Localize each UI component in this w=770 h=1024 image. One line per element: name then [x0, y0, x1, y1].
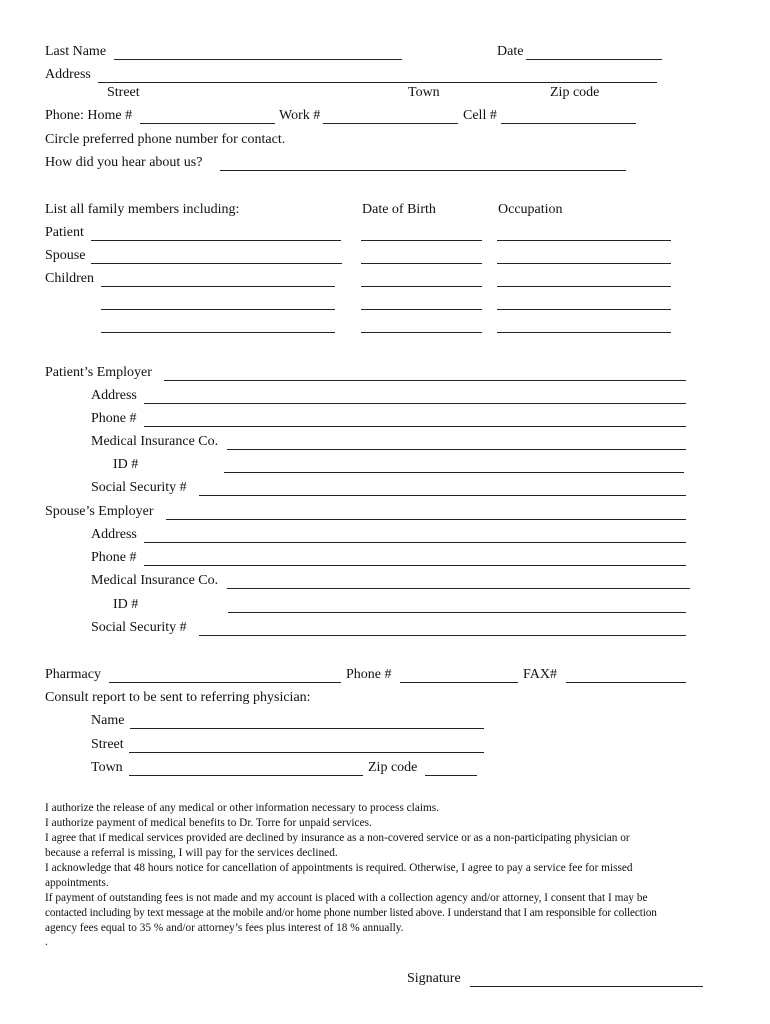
consult-heading: Consult report to be sent to referring physician: [45, 690, 311, 705]
referral-source-label: How did you hear about us? [45, 155, 203, 170]
disclaimer-line: I authorize the release of any medical or other information necessary to process claims. [45, 802, 439, 814]
disclaimer-line: agency fees equal to 35 % and/or attorney’s fees plus interest of 18 % annually. [45, 922, 404, 934]
consult-street-field[interactable] [129, 752, 484, 753]
patient-employer-field[interactable] [164, 380, 686, 381]
pharmacy-phone-field[interactable] [400, 682, 518, 683]
patient-ssn-label: Social Security # [91, 480, 187, 495]
pharmacy-fax-field[interactable] [566, 682, 686, 683]
town-sublabel: Town [408, 85, 440, 100]
pharmacy-fax-label: FAX# [523, 667, 557, 682]
consult-town-label: Town [91, 760, 123, 775]
disclaimer-line: contacted including by text message at the mobile and/or home phone number listed above. I understand that I am responsible for collection [45, 907, 657, 919]
spouse-occupation-field[interactable] [497, 263, 671, 264]
patient-employer-address-field[interactable] [144, 403, 686, 404]
signature-field[interactable] [470, 986, 703, 987]
patient-dob-field[interactable] [361, 240, 482, 241]
spouse-name-field[interactable] [91, 263, 342, 264]
phone-home-field[interactable] [140, 123, 275, 124]
disclaimer-line: . [45, 936, 48, 948]
consult-name-field[interactable] [130, 728, 484, 729]
child-1-name-field[interactable] [101, 286, 335, 287]
spouse-ssn-label: Social Security # [91, 620, 187, 635]
date-field[interactable] [526, 59, 662, 60]
spouse-employer-label: Spouse’s Employer [45, 504, 154, 519]
zip-sublabel: Zip code [550, 85, 600, 100]
children-label: Children [45, 271, 94, 286]
patient-insurance-field[interactable] [227, 449, 686, 450]
disclaimer-line: If payment of outstanding fees is not made and my account is placed with a collection agency and/or attorney, I consent that I may be [45, 892, 648, 904]
patient-occupation-field[interactable] [497, 240, 671, 241]
phone-home-label: Phone: Home # [45, 108, 133, 123]
consult-street-label: Street [91, 737, 124, 752]
spouse-insurance-id-label: ID # [113, 597, 139, 612]
patient-insurance-id-field[interactable] [224, 472, 684, 473]
pharmacy-label: Pharmacy [45, 667, 101, 682]
cell-phone-field[interactable] [501, 123, 636, 124]
spouse-dob-field[interactable] [361, 263, 482, 264]
consult-zip-field[interactable] [425, 775, 477, 776]
patient-employer-phone-field[interactable] [144, 426, 686, 427]
occupation-column-header: Occupation [498, 202, 563, 217]
spouse-insurance-label: Medical Insurance Co. [91, 573, 219, 588]
spouse-ssn-field[interactable] [199, 635, 686, 636]
address-field[interactable] [98, 82, 657, 83]
consult-zip-label: Zip code [368, 760, 418, 775]
spouse-employer-address-label: Address [91, 527, 137, 542]
spouse-employer-address-field[interactable] [144, 542, 686, 543]
child-2-dob-field[interactable] [361, 309, 482, 310]
consult-town-field[interactable] [129, 775, 363, 776]
child-2-name-field[interactable] [101, 309, 335, 310]
spouse-employer-phone-label: Phone # [91, 550, 137, 565]
pharmacy-field[interactable] [109, 682, 341, 683]
spouse-label: Spouse [45, 248, 86, 263]
child-1-dob-field[interactable] [361, 286, 482, 287]
last-name-label: Last Name [45, 44, 107, 59]
signature-label: Signature [407, 971, 461, 986]
address-label: Address [45, 67, 91, 82]
pharmacy-phone-label: Phone # [346, 667, 392, 682]
work-phone-field[interactable] [323, 123, 458, 124]
consult-name-label: Name [91, 713, 125, 728]
street-sublabel: Street [107, 85, 140, 100]
disclaimer-line: appointments. [45, 877, 109, 889]
patient-employer-address-label: Address [91, 388, 137, 403]
patient-name-field[interactable] [91, 240, 341, 241]
disclaimer-line: I agree that if medical services provided are declined by insurance as a non-covered service or as a non-participating physician or [45, 832, 630, 844]
patient-insurance-label: Medical Insurance Co. [91, 434, 219, 449]
child-1-occupation-field[interactable] [497, 286, 671, 287]
patient-employer-label: Patient’s Employer [45, 365, 152, 380]
patient-ssn-field[interactable] [199, 495, 686, 496]
last-name-field[interactable] [114, 59, 402, 60]
spouse-insurance-id-field[interactable] [228, 612, 686, 613]
spouse-employer-phone-field[interactable] [144, 565, 686, 566]
date-label: Date [497, 44, 524, 59]
child-2-occupation-field[interactable] [497, 309, 671, 310]
spouse-insurance-field[interactable] [227, 588, 690, 589]
disclaimer-line: I acknowledge that 48 hours notice for cancellation of appointments is required. Otherwise, I agree to pay a service fee for missed [45, 862, 633, 874]
circle-preferred-note: Circle preferred phone number for contact. [45, 132, 286, 147]
referral-source-field[interactable] [220, 170, 626, 171]
dob-column-header: Date of Birth [362, 202, 436, 217]
family-heading: List all family members including: [45, 202, 240, 217]
patient-label: Patient [45, 225, 84, 240]
patient-employer-phone-label: Phone # [91, 411, 137, 426]
child-3-dob-field[interactable] [361, 332, 482, 333]
patient-insurance-id-label: ID # [113, 457, 139, 472]
child-3-occupation-field[interactable] [497, 332, 671, 333]
child-3-name-field[interactable] [101, 332, 335, 333]
disclaimer-line: because a referral is missing, I will pay for the services declined. [45, 847, 338, 859]
spouse-employer-field[interactable] [166, 519, 686, 520]
work-phone-label: Work # [279, 108, 321, 123]
disclaimer-line: I authorize payment of medical benefits to Dr. Torre for unpaid services. [45, 817, 372, 829]
cell-phone-label: Cell # [463, 108, 497, 123]
